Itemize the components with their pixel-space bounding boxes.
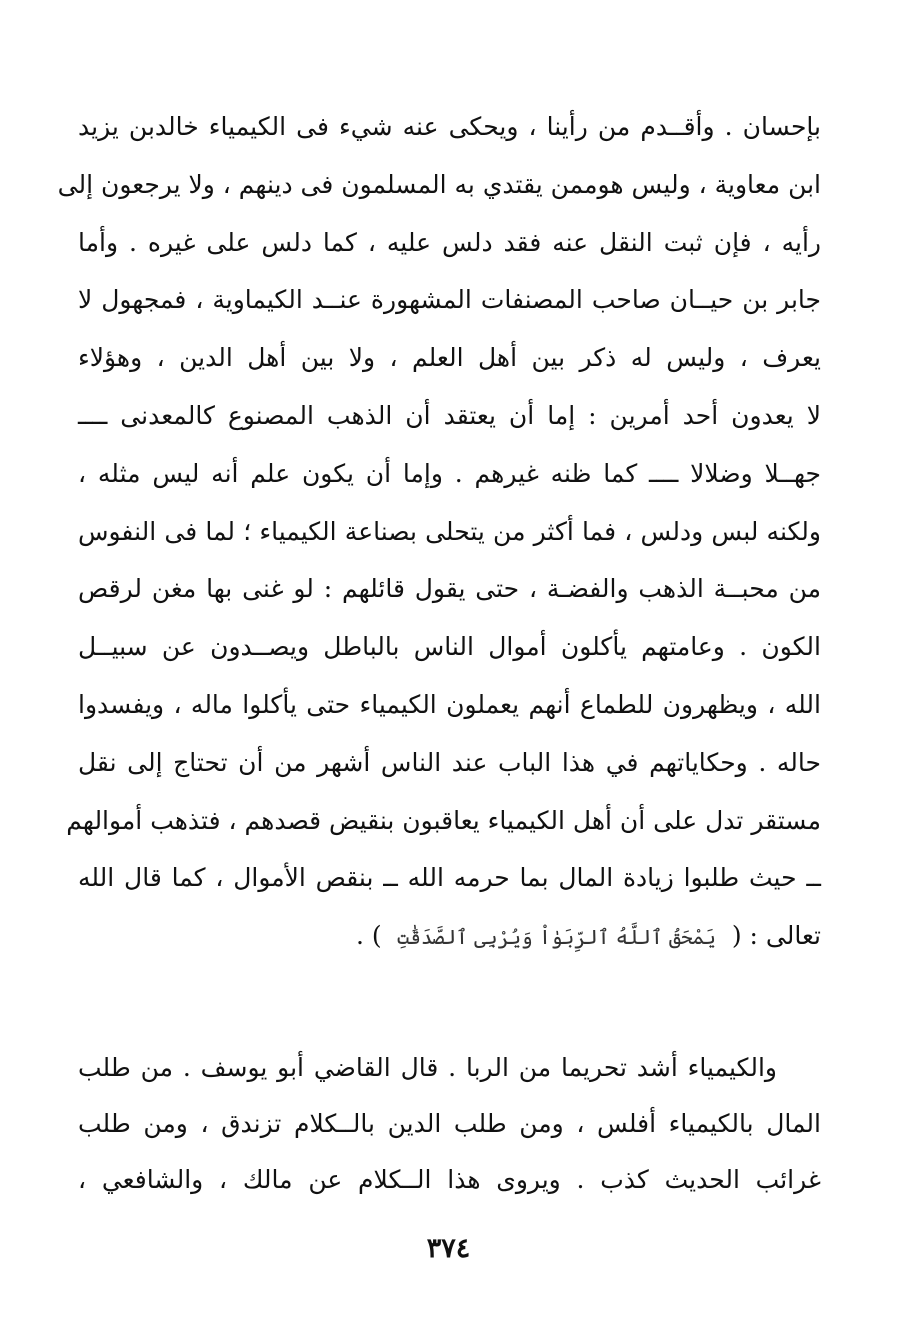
text-line: رأيه ، فإن ثبت النقل عنه فقد دلس عليه ، كما دلس على غيره . وأما xyxy=(78,227,821,257)
paragraph-1 xyxy=(57,98,821,965)
quran-verse: يَمْحَقُ ٱللَّهُ ٱلرِّبَوٰاْ وَيُرْبِى ٱلصَّدَقَٰتِ xyxy=(397,925,716,950)
text-line: الكون . وعامتهم يأكلون أموال الناس بالباطل ويصــدون عن سبيــل xyxy=(78,632,821,662)
closing-line xyxy=(78,907,821,965)
text-line: حاله . وحكاياتهم في هذا الباب عند الناس أشهر من أن تحتاج إلى نقل xyxy=(78,747,821,777)
text-line: جابر بن حيــان صاحب المصنفات المشهورة عنــد الكيماوية ، فمجهول لا xyxy=(78,285,821,315)
text-line: جهــلا وضلالا ــــ كما ظنه غيرهم . وإما أن يكون علم أنه ليس مثله ، xyxy=(78,458,821,488)
text-line: لا يعدون أحد أمرين : إما أن يعتقد أن الذهب المصنوع كالمعدنى ــــ xyxy=(78,400,821,430)
text-line: بإحسان . وأقــدم من رأينا ، ويحكى عنه شيء فى الكيمياء خالدبن يزيد xyxy=(78,112,821,141)
text-line: ــ حيث طلبوا زيادة المال بما حرمه الله ــ بنقص الأموال ، كما قال الله xyxy=(78,863,821,893)
paragraph-2 xyxy=(78,1040,821,1208)
text-line: والكيمياء أشد تحريما من الربا . قال القاضي أبو يوسف . من طلب xyxy=(78,1053,777,1082)
text-line: من محبــة الذهب والفضـة ، حتى يقول قائلهم : لو غنى بها مغن لرقص xyxy=(78,574,821,604)
text-line: الله ، ويظهرون للطماع أنهم يعملون الكيمياء حتى يأكلوا ماله ، ويفسدوا xyxy=(78,689,821,719)
text-line: المال بالكيمياء أفلس ، ومن طلب الدين بالــكلام تزندق ، ومن طلب xyxy=(78,1109,821,1138)
text-line: يعرف ، وليس له ذكر بين أهل العلم ، ولا بين أهل الدين ، وهؤلاء xyxy=(78,343,821,373)
text-line: غرائب الحديث كذب . ويروى هذا الــكلام عن مالك ، والشافعي ، xyxy=(78,1165,821,1194)
text-line: ابن معاوية ، وليس هوممن يقتدي به المسلمون فى دينهم ، ولا يرجعون إلى xyxy=(57,169,821,199)
closing-prefix: تعالى : ( xyxy=(731,921,821,951)
page-number: ٣٧٤ xyxy=(426,1233,471,1264)
text-line: مستقر تدل على أن أهل الكيمياء يعاقبون بنقيض قصدهم ، فتذهب أموالهم xyxy=(66,805,821,835)
closing-suffix: ) . xyxy=(355,921,382,951)
text-line: ولكنه لبس ودلس ، فما أكثر من يتحلى بصناعة الكيمياء ؛ لما فى النفوس xyxy=(78,516,821,546)
